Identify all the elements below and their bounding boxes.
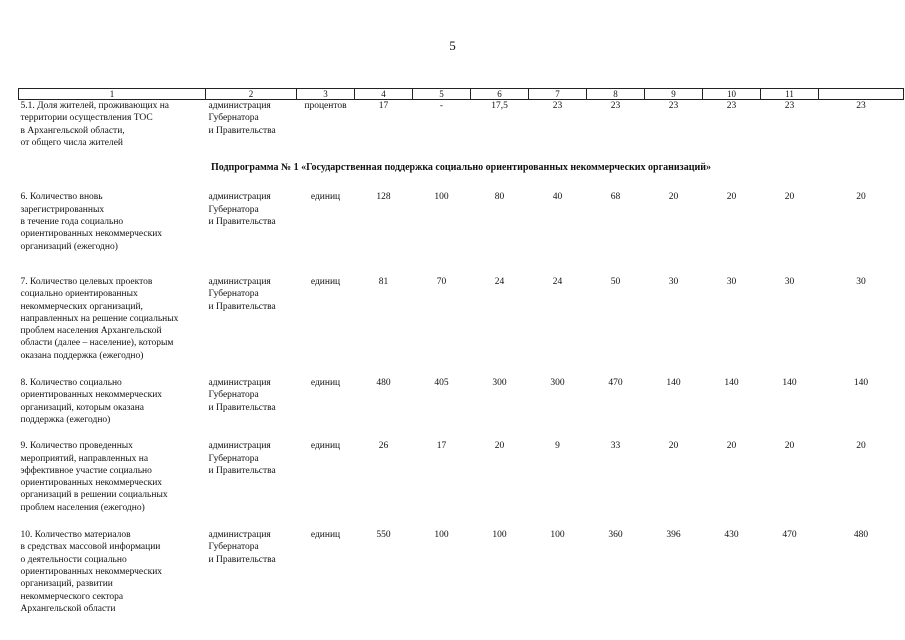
column-number-header: 10: [703, 89, 761, 100]
indicator-row: [19, 440, 904, 529]
indicator-value: 396: [666, 530, 681, 541]
indicator-description: 10. Количество материалов в средствах массовой информации о деятельности социально ориентированных некоммерческих организаций, развитии некоммерческого сектора Архангельской области: [20, 530, 163, 614]
responsible-executor: администрация Губернатора и Правительства: [208, 441, 276, 476]
indicator-value: 23: [668, 101, 679, 111]
indicator-value: 100: [434, 192, 449, 203]
indicator-value: 17: [436, 441, 447, 452]
indicator-value: 50: [610, 276, 621, 287]
indicator-value: 23: [784, 101, 795, 111]
indicator-value: 81: [378, 276, 389, 287]
indicator-value: 100: [550, 530, 565, 541]
indicator-value: 26: [378, 441, 389, 452]
indicator-value: 20: [784, 441, 795, 452]
column-number-header: 4: [355, 89, 413, 100]
unit-of-measure: единиц: [310, 378, 341, 389]
indicator-value: 140: [666, 378, 681, 389]
indicator-value: 20: [726, 192, 737, 203]
indicator-description: 8. Количество социально ориентированных некоммерческих организаций, которым оказана поддержка (ежегодно): [20, 378, 163, 425]
column-number-header: 11: [761, 89, 819, 100]
indicator-value: 20: [784, 192, 795, 203]
indicator-value: 480: [376, 378, 391, 389]
indicator-value: 140: [724, 378, 739, 389]
unit-of-measure: единиц: [310, 530, 341, 541]
unit-of-measure: процентов: [304, 101, 347, 111]
indicator-value: 30: [856, 276, 866, 287]
column-number-header: 1: [19, 89, 206, 100]
indicator-description: 6. Количество вновь зарегистрированных в течение года социально ориентированных некоммерческих организаций (ежегодно): [20, 192, 163, 252]
indicator-value: 30: [726, 276, 737, 287]
indicator-value: 128: [376, 192, 391, 203]
indicator-value: 430: [724, 530, 739, 541]
indicator-value: 23: [726, 101, 737, 111]
column-number-header-row: [19, 89, 904, 100]
indicator-value: 70: [436, 276, 447, 287]
column-number-header: 6: [471, 89, 529, 100]
page-number: 5: [449, 38, 456, 53]
indicator-value: 405: [434, 378, 449, 389]
unit-of-measure: единиц: [310, 276, 341, 287]
indicator-description: 7. Количество целевых проектов социально ориентированных некоммерческих организаций, направленных на решение социальных проблем населения Архангельской области (далее – население), которым оказана поддержка (ежегодно): [20, 276, 179, 361]
indicator-value: 20: [856, 441, 866, 452]
indicator-row: [19, 100, 904, 156]
column-number-header: 9: [645, 89, 703, 100]
responsible-executor: администрация Губернатора и Правительства: [208, 101, 276, 136]
indicator-value: 68: [610, 192, 621, 203]
responsible-executor: администрация Губернатора и Правительства: [208, 378, 276, 413]
responsible-executor: администрация Губернатора и Правительства: [208, 192, 276, 228]
indicator-value: 80: [494, 192, 505, 203]
indicator-value: 40: [552, 192, 563, 203]
indicator-value: 24: [552, 276, 563, 287]
indicator-value: 20: [668, 192, 679, 203]
indicator-value: 23: [552, 101, 563, 111]
indicator-row: [19, 529, 904, 615]
indicator-value: 20: [726, 441, 737, 452]
indicator-value: 300: [492, 378, 507, 389]
indicator-value: 9: [555, 441, 560, 452]
indicator-value: 480: [853, 530, 869, 541]
indicator-value: 33: [610, 441, 621, 452]
indicator-value: 470: [608, 378, 623, 389]
indicator-value: 100: [434, 530, 449, 541]
column-number-header: 3: [297, 89, 355, 100]
indicator-description: 5.1. Доля жителей, проживающих на территории осуществления ТОС в Архангельской области, от общего числа жителей: [20, 101, 170, 148]
responsible-executor: администрация Губернатора и Правительства: [208, 276, 276, 312]
indicator-value: 20: [856, 192, 866, 203]
indicator-value: 17,5: [491, 101, 508, 111]
indicator-value: 20: [668, 441, 679, 452]
column-number-header: [819, 89, 904, 100]
subprogram-title: Подпрограмма № 1 «Государственная поддержка социально ориентированных некоммерческих организаций»: [211, 162, 711, 174]
indicator-description: 9. Количество проведенных мероприятий, направленных на эффективное участие социально ориентированных некоммерческих организаций в решении социальных проблем населения (ежегодно): [20, 441, 168, 513]
indicator-row: [19, 377, 904, 440]
indicator-value: 23: [610, 101, 621, 111]
indicator-value: -: [439, 101, 444, 111]
column-number-header: 2: [206, 89, 297, 100]
indicator-row: [19, 276, 904, 377]
indicator-value: 470: [782, 530, 797, 541]
column-number-header: 5: [413, 89, 471, 100]
indicator-value: 360: [608, 530, 623, 541]
indicator-value: 550: [376, 530, 391, 541]
indicator-value: 300: [550, 378, 565, 389]
indicator-value: 23: [856, 101, 866, 111]
unit-of-measure: единиц: [310, 441, 341, 452]
column-number-header: 8: [587, 89, 645, 100]
indicators-table: [18, 88, 904, 615]
indicator-row: [19, 191, 904, 275]
column-number-header: 7: [529, 89, 587, 100]
indicator-value: 30: [784, 276, 795, 287]
indicator-value: 17: [378, 101, 389, 111]
indicator-value: 100: [492, 530, 507, 541]
responsible-executor: администрация Губернатора и Правительства: [208, 530, 276, 565]
indicator-value: 140: [853, 378, 869, 389]
unit-of-measure: единиц: [310, 192, 341, 203]
subprogram-row: [19, 155, 904, 191]
indicator-value: 20: [494, 441, 505, 452]
indicator-value: 30: [668, 276, 679, 287]
indicator-value: 140: [782, 378, 797, 389]
indicator-value: 24: [494, 276, 505, 287]
